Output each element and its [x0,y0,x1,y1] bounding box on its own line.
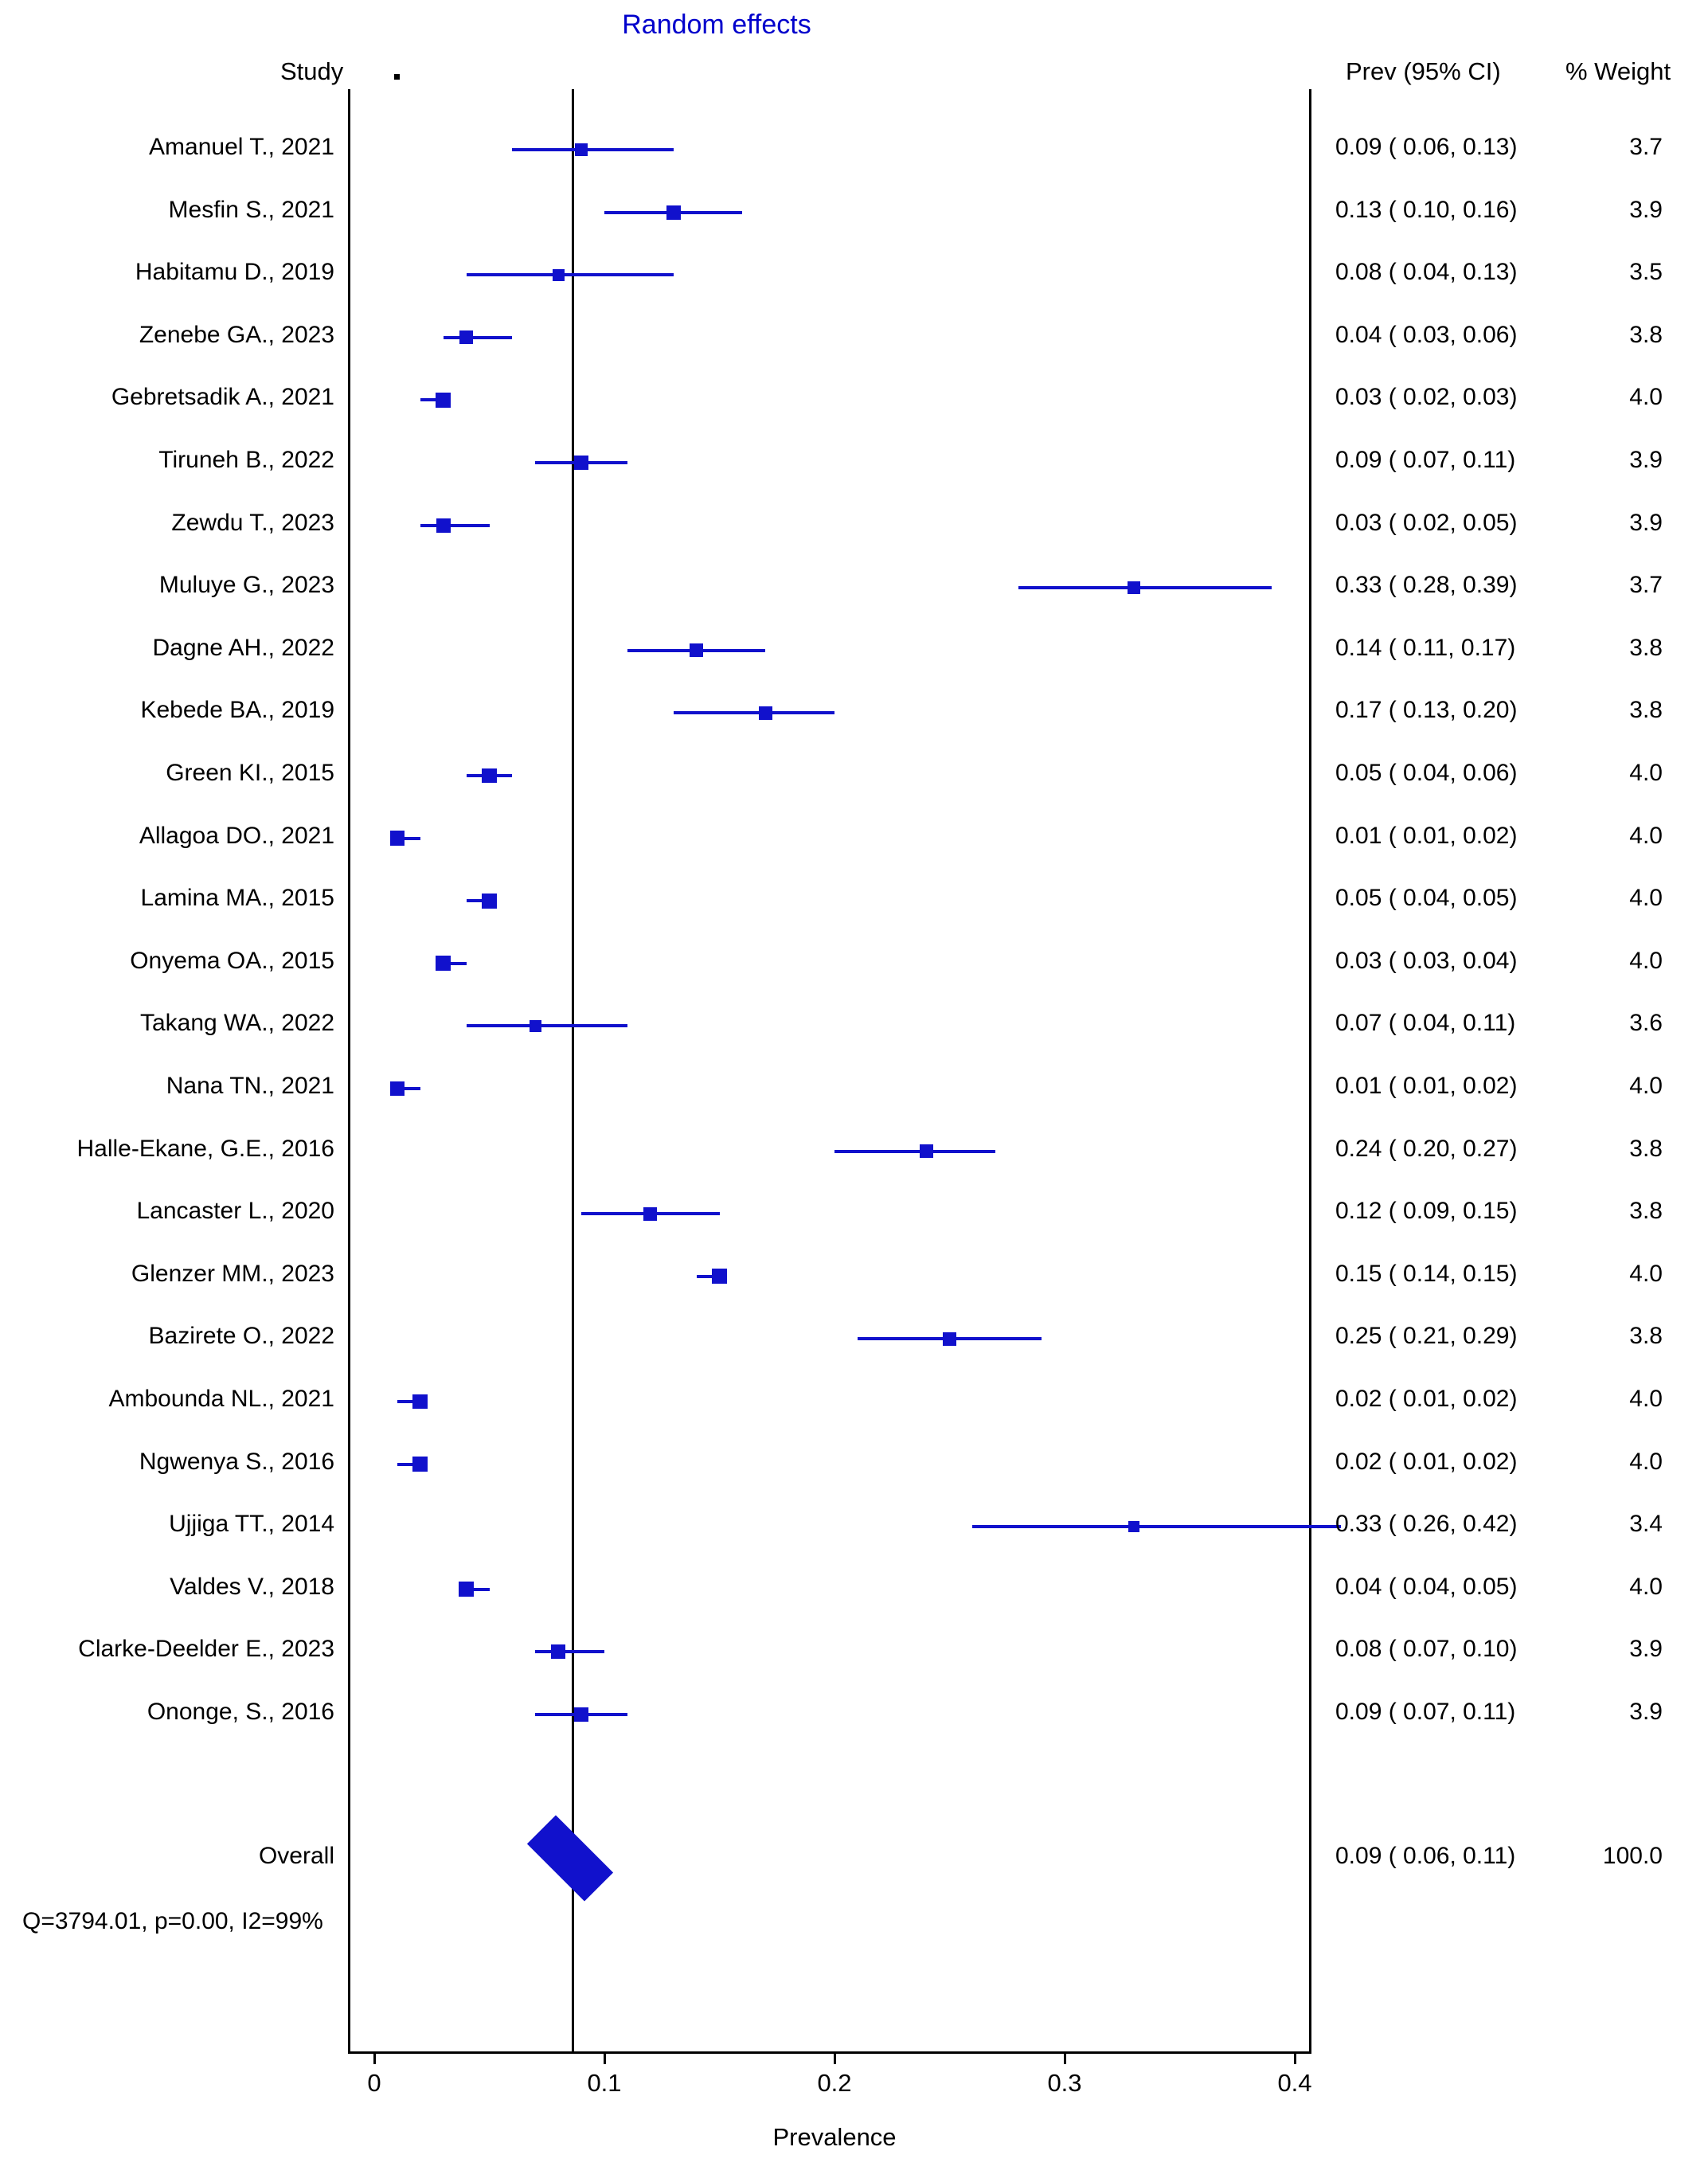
estimate-ci-text: 0.15 ( 0.14, 0.15) [1335,1260,1518,1287]
point-estimate-marker [530,1020,542,1033]
column-header-weight: % Weight [1565,57,1671,85]
ci-cap-upper [418,837,420,840]
estimate-ci-text: 0.09 ( 0.06, 0.13) [1335,134,1518,160]
confidence-interval-line [444,336,513,339]
ci-cap-lower [627,649,630,652]
heterogeneity-statistics: Q=3794.01, p=0.00, I2=99% [22,1907,323,1934]
weight-value: 4.0 [1629,947,1663,974]
overall-label: Overall [258,1842,334,1869]
ci-cap-upper [832,711,834,714]
ci-cap-upper [487,524,490,527]
study-label: Halle-Ekane, G.E., 2016 [76,1135,334,1162]
weight-value: 3.5 [1629,259,1663,286]
x-axis-line [348,2051,1311,2054]
weight-value: 3.9 [1629,509,1663,536]
weight-value: 3.7 [1629,134,1663,160]
study-label: Bazirete O., 2022 [148,1323,334,1350]
estimate-ci-text: 0.09 ( 0.07, 0.11) [1335,447,1516,473]
estimate-ci-text: 0.03 ( 0.02, 0.03) [1335,384,1518,411]
confidence-interval-line [535,1650,604,1653]
estimate-ci-text: 0.03 ( 0.02, 0.05) [1335,509,1518,536]
point-estimate-marker [553,269,565,281]
ci-cap-upper [740,211,742,214]
estimate-ci-text: 0.08 ( 0.07, 0.10) [1335,1636,1518,1663]
weight-value: 3.7 [1629,572,1663,599]
confidence-interval-line [512,148,673,151]
point-estimate-marker [412,1394,428,1410]
estimate-ci-text: 0.33 ( 0.28, 0.39) [1335,572,1518,599]
header-dot-marker [394,74,400,80]
plot-border-right [1309,89,1311,2051]
point-estimate-marker [390,831,405,846]
ci-cap-lower [397,1463,400,1466]
weight-value: 3.8 [1629,1323,1663,1350]
weight-value: 4.0 [1629,1573,1663,1600]
estimate-ci-text: 0.17 ( 0.13, 0.20) [1335,697,1518,724]
confidence-interval-line [420,524,490,527]
ci-cap-lower [604,211,607,214]
weight-value: 4.0 [1629,1260,1663,1287]
ci-cap-lower [467,899,469,902]
x-axis-tick-label: 0 [367,2069,381,2097]
point-estimate-marker [459,1582,474,1597]
ci-cap-lower [535,461,537,464]
study-label: Muluye G., 2023 [158,572,334,599]
weight-value: 3.9 [1629,447,1663,473]
point-estimate-marker [1128,1521,1139,1532]
weight-value: 3.9 [1629,196,1663,223]
ci-cap-upper [763,649,765,652]
ci-cap-lower [535,1713,537,1716]
ci-cap-lower [467,774,469,777]
weight-value: 3.8 [1629,321,1663,348]
point-estimate-marker [759,706,772,720]
study-label: Dagne AH., 2022 [152,634,334,661]
ci-cap-lower [467,273,469,276]
ci-cap-upper [625,1024,627,1027]
estimate-ci-text: 0.02 ( 0.01, 0.02) [1335,1386,1518,1412]
point-estimate-marker [436,393,451,408]
study-label: Ngwenya S., 2016 [139,1448,334,1475]
ci-cap-lower [444,336,446,339]
estimate-ci-text: 0.01 ( 0.01, 0.02) [1335,822,1518,849]
ci-cap-lower [674,711,676,714]
estimate-ci-text: 0.33 ( 0.26, 0.42) [1335,1511,1518,1538]
ci-cap-upper [510,336,512,339]
point-estimate-marker [436,518,451,533]
column-header-study: Study [280,57,344,85]
x-axis-tick [604,2054,606,2064]
chart-title: Random effects [622,10,811,40]
study-label: Valdes V., 2018 [170,1573,334,1600]
estimate-ci-text: 0.04 ( 0.03, 0.06) [1335,321,1518,348]
overall-diamond [527,1816,613,1902]
study-label: Zewdu T., 2023 [171,509,334,536]
point-estimate-marker [436,956,451,971]
confidence-interval-line [467,273,674,276]
point-estimate-marker [412,1457,428,1472]
estimate-ci-text: 0.07 ( 0.04, 0.11) [1335,1010,1516,1037]
weight-value: 3.8 [1629,697,1663,724]
ci-cap-lower [1018,586,1021,589]
ci-cap-upper [1039,1337,1042,1340]
point-estimate-marker [575,143,588,156]
ci-cap-upper [1269,586,1272,589]
study-label: Ambounda NL., 2021 [108,1386,334,1412]
study-label: Ujjiga TT., 2014 [169,1511,334,1538]
ci-cap-lower [972,1525,975,1528]
estimate-ci-text: 0.14 ( 0.11, 0.17) [1335,634,1516,661]
ci-cap-lower [420,524,423,527]
x-axis-tick [834,2054,836,2064]
weight-value: 3.9 [1629,1636,1663,1663]
point-estimate-marker [551,1644,565,1659]
weight-value: 3.4 [1629,1511,1663,1538]
x-axis-tick-label: 0.4 [1277,2069,1312,2097]
ci-cap-lower [697,1275,699,1278]
estimate-ci-text: 0.05 ( 0.04, 0.05) [1335,885,1518,912]
overall-weight-value: 100.0 [1602,1842,1663,1869]
ci-cap-upper [993,1150,995,1153]
weight-value: 4.0 [1629,1448,1663,1475]
study-label: Glenzer MM., 2023 [131,1260,334,1287]
x-axis-tick [1294,2054,1296,2064]
weight-value: 4.0 [1629,1386,1663,1412]
confidence-interval-line [467,1024,627,1027]
estimate-ci-text: 0.25 ( 0.21, 0.29) [1335,1323,1518,1350]
ci-cap-lower [420,398,423,401]
ci-cap-lower [858,1337,860,1340]
study-label: Zenebe GA., 2023 [139,321,334,348]
confidence-interval-line [1018,586,1272,589]
point-estimate-marker [920,1144,933,1158]
study-label: Habitamu D., 2019 [135,259,334,286]
ci-cap-lower [535,1650,537,1653]
weight-value: 4.0 [1629,384,1663,411]
point-estimate-marker [666,205,681,220]
study-label: Allagoa DO., 2021 [139,822,334,849]
weight-value: 4.0 [1629,885,1663,912]
point-estimate-marker [574,1707,588,1722]
ci-cap-upper [671,148,674,151]
ci-cap-upper [625,461,627,464]
weight-value: 3.8 [1629,1135,1663,1162]
study-label: Nana TN., 2021 [166,1073,334,1099]
weight-value: 3.9 [1629,1699,1663,1725]
study-label: Takang WA., 2022 [139,1010,334,1037]
ci-cap-lower [581,1212,584,1215]
weight-value: 4.0 [1629,1073,1663,1099]
study-label: Onyema OA., 2015 [130,947,334,974]
estimate-ci-text: 0.13 ( 0.10, 0.16) [1335,196,1518,223]
confidence-interval-line [972,1525,1340,1528]
ci-cap-lower [397,1400,400,1403]
x-axis-tick-label: 0.3 [1047,2069,1082,2097]
study-label: Lancaster L., 2020 [136,1198,334,1225]
x-axis-title: Prevalence [772,2123,897,2151]
ci-cap-lower [467,1024,469,1027]
ci-cap-upper [464,962,467,965]
point-estimate-marker [712,1269,727,1284]
weight-value: 3.6 [1629,1010,1663,1037]
pooled-reference-line [572,89,574,2051]
study-label: Gebretsadik A., 2021 [111,384,334,411]
weight-value: 3.8 [1629,634,1663,661]
study-label: Tiruneh B., 2022 [158,447,334,473]
study-label: Kebede BA., 2019 [140,697,334,724]
study-label: Lamina MA., 2015 [140,885,334,912]
estimate-ci-text: 0.08 ( 0.04, 0.13) [1335,259,1518,286]
estimate-ci-text: 0.03 ( 0.03, 0.04) [1335,947,1518,974]
point-estimate-marker [482,894,497,909]
confidence-interval-line [834,1150,995,1153]
point-estimate-marker [943,1332,956,1346]
ci-cap-upper [625,1713,627,1716]
x-axis-tick [1064,2054,1066,2064]
study-label: Ononge, S., 2016 [147,1699,334,1725]
study-label: Clarke-Deelder E., 2023 [78,1636,334,1663]
point-estimate-marker [1128,581,1140,594]
point-estimate-marker [482,768,497,784]
estimate-ci-text: 0.24 ( 0.20, 0.27) [1335,1135,1518,1162]
ci-cap-lower [834,1150,837,1153]
x-axis-tick-label: 0.2 [817,2069,852,2097]
x-axis-tick-label: 0.1 [587,2069,622,2097]
estimate-ci-text: 0.01 ( 0.01, 0.02) [1335,1073,1518,1099]
study-label: Green KI., 2015 [166,760,334,786]
ci-cap-upper [510,774,512,777]
ci-cap-upper [717,1212,720,1215]
point-estimate-marker [574,456,588,470]
weight-value: 4.0 [1629,822,1663,849]
ci-cap-upper [487,1588,490,1591]
estimate-ci-text: 0.04 ( 0.04, 0.05) [1335,1573,1518,1600]
overall-estimate-ci-text: 0.09 ( 0.06, 0.11) [1335,1842,1516,1869]
ci-cap-upper [418,1087,420,1090]
column-header-estimate: Prev (95% CI) [1346,57,1501,85]
ci-cap-upper [602,1650,604,1653]
weight-value: 4.0 [1629,760,1663,786]
ci-cap-lower [512,148,514,151]
x-axis-tick [373,2054,376,2064]
point-estimate-marker [459,330,473,344]
estimate-ci-text: 0.02 ( 0.01, 0.02) [1335,1448,1518,1475]
point-estimate-marker [390,1081,405,1097]
study-label: Mesfin S., 2021 [168,196,334,223]
study-label: Amanuel T., 2021 [149,134,334,160]
ci-cap-upper [671,273,674,276]
estimate-ci-text: 0.12 ( 0.09, 0.15) [1335,1198,1518,1225]
point-estimate-marker [643,1207,657,1221]
confidence-interval-line [674,711,834,714]
plot-border-left [348,89,350,2051]
estimate-ci-text: 0.05 ( 0.04, 0.06) [1335,760,1518,786]
point-estimate-marker [690,643,703,657]
weight-value: 3.8 [1629,1198,1663,1225]
estimate-ci-text: 0.09 ( 0.07, 0.11) [1335,1699,1516,1725]
